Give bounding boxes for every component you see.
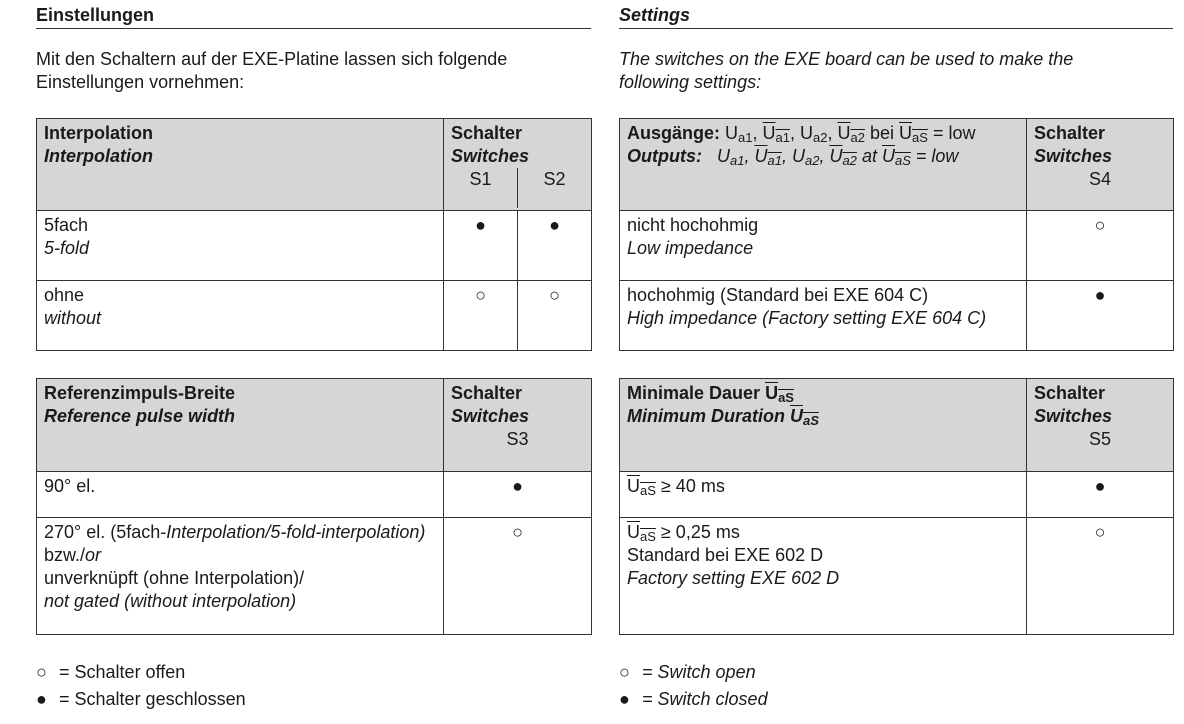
- switch-state-s1: ●: [444, 211, 518, 281]
- outputs-header-cell: [620, 119, 1027, 211]
- uas-symbol-row1: U: [627, 476, 640, 496]
- ua1-symbol: U: [725, 123, 739, 143]
- filled-circle-icon: ●: [619, 689, 630, 709]
- legend-de-open: = Schalter offen: [59, 662, 186, 682]
- switch-state-s3: ●: [444, 472, 592, 518]
- outputs-switches-cell: [1027, 119, 1174, 211]
- switch-state-s4: ○: [1027, 211, 1174, 281]
- switch-label-s4: S4: [1088, 169, 1112, 189]
- row-label-de: 5fach: [44, 215, 89, 235]
- switches-label-de: Schalter: [451, 383, 523, 403]
- heading-rule-left: [36, 28, 591, 29]
- left-column: [36, 0, 591, 709]
- outputs-conj-en: at: [861, 146, 877, 166]
- switch-state-s5: ●: [1027, 472, 1174, 518]
- switches-label-de: Schalter: [451, 123, 523, 143]
- row-025ms-l3-en: Factory setting EXE 602 D: [627, 568, 840, 588]
- outputs-table: [619, 118, 1174, 351]
- row-025ms-text: ≥ 0,25 ms: [660, 522, 740, 542]
- ua1-bar-symbol: U: [762, 123, 776, 143]
- open-circle-icon: ○: [619, 662, 630, 682]
- uas-sub-row1: aS: [640, 483, 656, 498]
- row-270-l1-en: Interpolation/5-fold-interpolation): [166, 522, 426, 542]
- row-270-l4-en: not gated (without interpolation): [44, 591, 297, 611]
- refpulse-header-cell: [37, 379, 444, 472]
- legend-en-open: = Switch open: [642, 662, 756, 682]
- outputs-eq-low-en: = low: [915, 146, 959, 166]
- duration-header-cell: [620, 379, 1027, 472]
- ua1-bar-symbol-en: U: [754, 146, 768, 166]
- intro-en-line1: The switches on the EXE board can be used to make the: [619, 49, 1074, 69]
- row-label-de: nicht hochohmig: [627, 215, 759, 235]
- intro-en: [619, 48, 1073, 94]
- row-label-90: 90° el.: [37, 472, 444, 518]
- ua2-sub: a2: [813, 130, 828, 145]
- ua2-sub-en: a2: [804, 153, 820, 168]
- outputs-label-en: Outputs:: [627, 146, 702, 166]
- row-label-40ms: [620, 472, 1027, 518]
- intro-de-line2: Einstellungen vornehmen:: [36, 72, 245, 92]
- refpulse-header-de: Referenzimpuls-Breite: [44, 383, 236, 403]
- ua2-symbol-en: U: [791, 146, 805, 166]
- uas-bar-symbol-en: U: [881, 146, 895, 166]
- table-row: [37, 281, 592, 351]
- legend-de-closed: = Schalter geschlossen: [59, 689, 246, 709]
- row-label-cell: [37, 211, 444, 281]
- ua2-bar-sub-en: a2: [842, 153, 857, 168]
- uas-bar-sub: aS: [912, 130, 928, 145]
- row-label-de: ohne: [44, 285, 85, 305]
- outputs-eq-low-de: = low: [932, 123, 976, 143]
- switch-label-s5: S5: [1088, 429, 1112, 449]
- refpulse-header-row: [37, 379, 592, 472]
- legend-de: [36, 659, 246, 713]
- duration-header-de: [627, 382, 1019, 405]
- row-270-l1-de: 270° el. (5fach-: [44, 522, 167, 542]
- row-270-l2-en: or: [85, 545, 102, 565]
- ua1-sub: a1: [738, 130, 753, 145]
- row-label-270: [37, 518, 444, 635]
- uas-sub: aS: [778, 390, 794, 405]
- ua2-symbol: U: [800, 123, 813, 143]
- reference-pulse-table: [36, 378, 592, 635]
- refpulse-header-en: Reference pulse width: [44, 406, 236, 426]
- legend-en-closed: = Switch closed: [642, 689, 768, 709]
- heading-einstellungen: Einstellungen: [36, 5, 155, 25]
- ua2-bar-symbol-en: U: [829, 146, 843, 166]
- outputs-header-en: Outputs: $U_{a1}$, $U_{a1}$, $U_{a2}$, $U_{a2}$ at $U_{aS}$ = low: [627, 146, 959, 168]
- interpolation-header-en: Interpolation: [44, 146, 153, 166]
- switch-state-s1: ○: [444, 281, 518, 351]
- interpolation-header-cell: [37, 119, 444, 211]
- uas-bar-symbol: U: [899, 123, 913, 143]
- duration-switches-cell: [1027, 379, 1174, 472]
- outputs-conj-de: bei: [869, 123, 894, 143]
- switches-label-en: Switches: [451, 146, 530, 166]
- switch-label-s2: S2: [543, 169, 566, 189]
- ua2-bar-symbol: U: [837, 123, 851, 143]
- row-label-025ms: [620, 518, 1027, 635]
- legend-en: [619, 659, 768, 713]
- interpolation-header-de: Interpolation: [44, 123, 153, 143]
- row-label-cell: [37, 281, 444, 351]
- table-row: [37, 472, 592, 518]
- row-label-cell: [620, 211, 1027, 281]
- switches-label-en: Switches: [451, 406, 530, 426]
- intro-de: [36, 48, 507, 94]
- uas-bar-sub-en: aS: [894, 153, 911, 168]
- refpulse-switches-cell: [444, 379, 592, 472]
- row-label-en: High impedance (Factory setting EXE 604 C): [627, 308, 987, 328]
- table-row: [37, 518, 592, 635]
- row-label-cell: [620, 281, 1027, 351]
- outputs-header-de: Ausgänge: $U_{a1}$, $U_{a1}$, $U_{a2}$, $U_{a2}$ bei $U_{aS}$ = low: [627, 123, 976, 145]
- table-row: [37, 211, 592, 281]
- interpolation-header-row: [37, 119, 592, 211]
- ua2-bar-sub: a2: [850, 130, 865, 145]
- duration-header-row: [620, 379, 1174, 472]
- ua1-symbol-en: U: [717, 146, 730, 166]
- uas-symbol-en: U: [790, 406, 804, 426]
- uas-sub-row2: aS: [640, 529, 656, 544]
- row-270-l3-de: unverknüpft (ohne Interpolation)/: [44, 568, 305, 588]
- interpolation-table: [36, 118, 592, 351]
- ua1-bar-sub: a1: [775, 130, 790, 145]
- row-label-en: without: [44, 308, 102, 328]
- outputs-header-row: [620, 119, 1174, 211]
- intro-en-line2: following settings:: [619, 72, 762, 92]
- table-row: [620, 211, 1174, 281]
- switch-state-s2: ●: [518, 211, 592, 281]
- right-column: [619, 0, 1173, 709]
- intro-de-line1: Mit den Schaltern auf der EXE-Platine lassen sich folgende: [36, 49, 508, 69]
- uas-symbol-row2: U: [627, 522, 640, 542]
- row-label-en: 5-fold: [44, 238, 90, 258]
- duration-header-en: [627, 405, 1019, 428]
- table-row: [620, 472, 1174, 518]
- row-025ms-l2-de: Standard bei EXE 602 D: [627, 545, 824, 565]
- ua1-bar-sub-en: a1: [767, 153, 782, 168]
- heading-settings: Settings: [619, 0, 1173, 29]
- row-label-de: hochohmig (Standard bei EXE 604 C): [627, 285, 929, 305]
- duration-header-en-text: Minimum Duration: [627, 406, 785, 426]
- outputs-label-de: Ausgänge:: [627, 123, 721, 143]
- switch-label-s3: S3: [506, 429, 529, 449]
- switch-state-s3: ○: [444, 518, 592, 635]
- switches-label-de: Schalter: [1034, 383, 1106, 403]
- uas-symbol: U: [765, 383, 779, 403]
- duration-header-de-text: Minimale Dauer: [627, 383, 761, 403]
- row-40ms-text: ≥ 40 ms: [660, 476, 725, 496]
- switch-state-s5: ○: [1027, 518, 1174, 635]
- switches-label-en: Switches: [1034, 146, 1113, 166]
- table-row: [620, 281, 1174, 351]
- open-circle-icon: ○: [36, 662, 47, 682]
- interpolation-switches-cell: [444, 119, 592, 211]
- table-row: [620, 518, 1174, 635]
- minimum-duration-table: [619, 378, 1174, 635]
- switches-label-de: Schalter: [1034, 123, 1106, 143]
- switch-state-s4: ●: [1027, 281, 1174, 351]
- row-270-l2-de: bzw./: [44, 545, 86, 565]
- filled-circle-icon: ●: [36, 689, 47, 709]
- uas-sub-en: aS: [803, 413, 819, 428]
- row-label-en: Low impedance: [627, 238, 754, 258]
- switch-state-s2: ○: [518, 281, 592, 351]
- ua1-sub-en: a1: [730, 153, 745, 168]
- switch-label-s1: S1: [444, 168, 518, 208]
- switches-label-en: Switches: [1034, 406, 1113, 426]
